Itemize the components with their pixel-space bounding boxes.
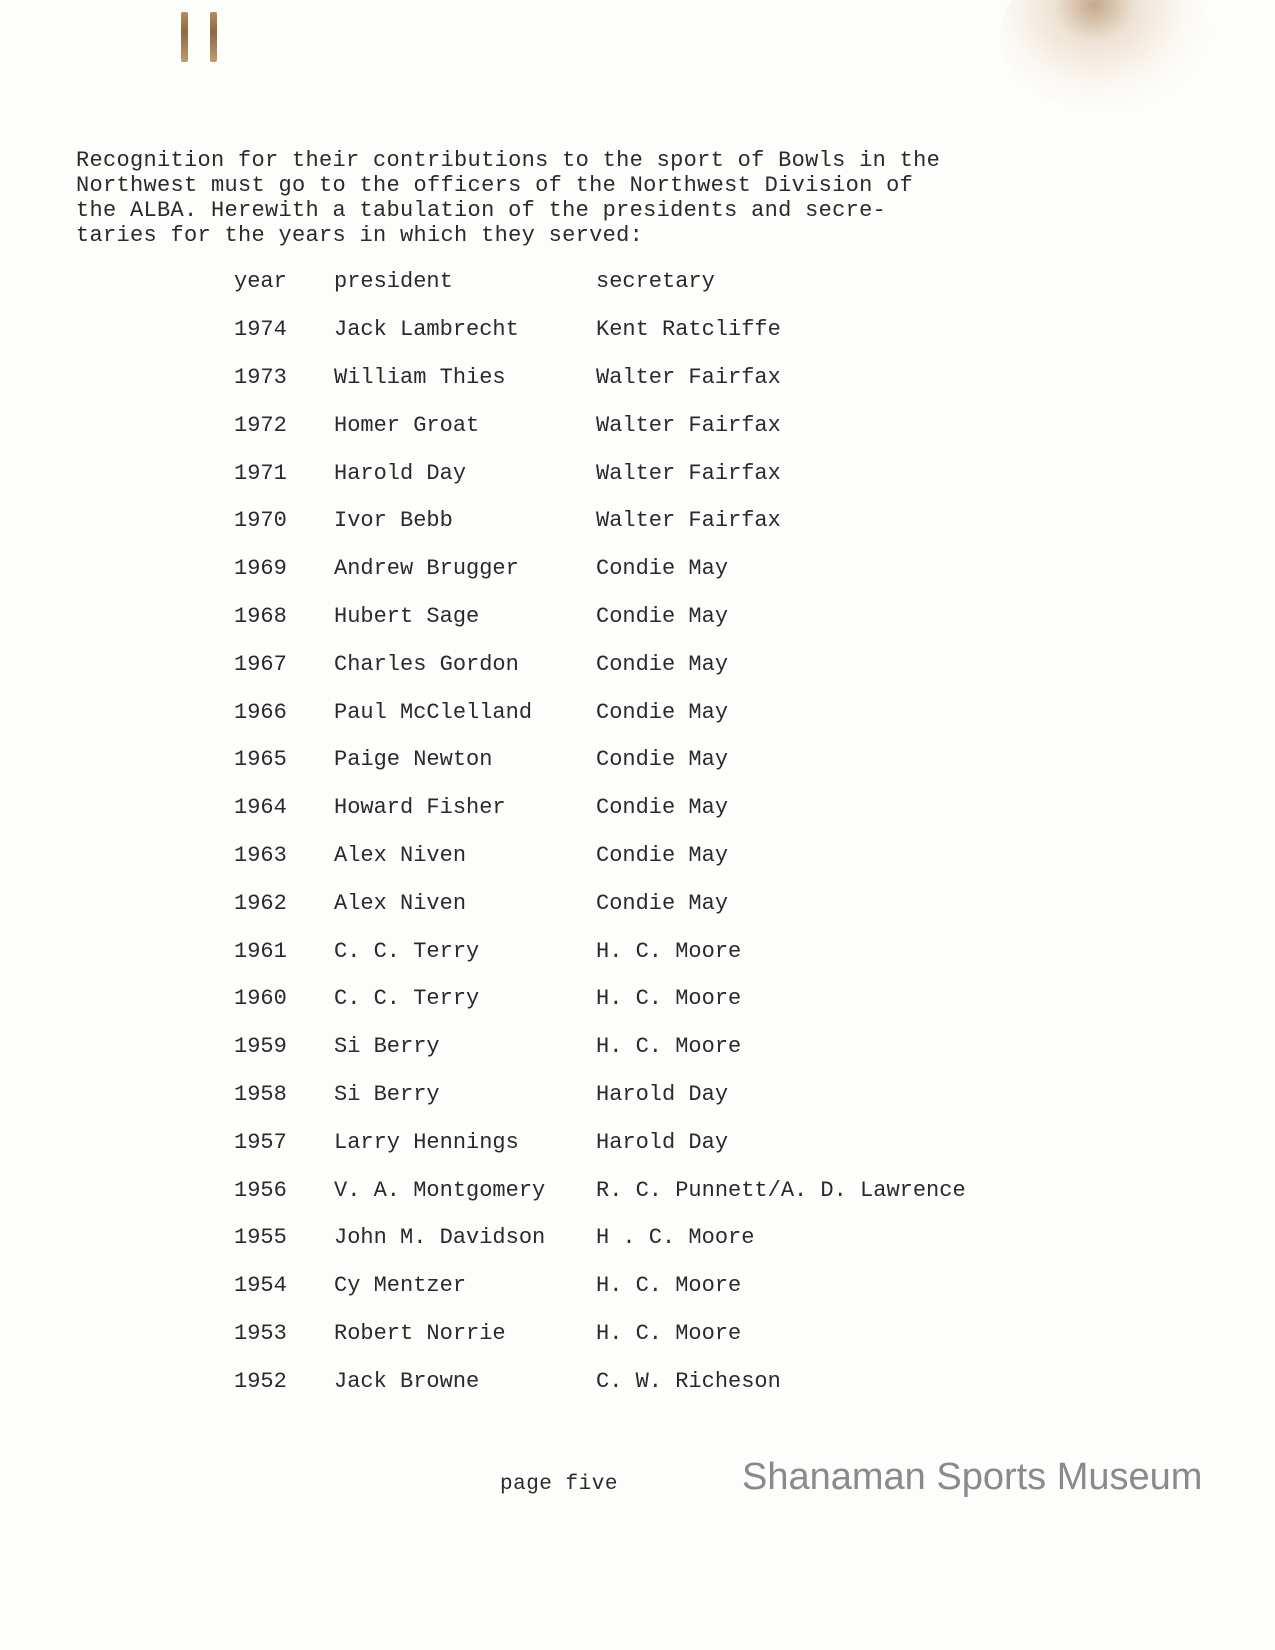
year-cell: 1957 bbox=[234, 1129, 287, 1155]
president-cell: Harold Day bbox=[334, 460, 467, 486]
table-row bbox=[234, 640, 1036, 688]
year-cell: 1966 bbox=[234, 699, 287, 725]
year-cell: 1967 bbox=[234, 651, 287, 677]
paper-stain bbox=[1000, 0, 1210, 110]
president-cell: Charles Gordon bbox=[334, 651, 519, 677]
table-row bbox=[234, 1118, 1036, 1166]
header-year: year bbox=[234, 269, 287, 295]
year-cell: 1956 bbox=[234, 1177, 287, 1203]
table-row bbox=[234, 688, 1036, 736]
president-cell: Paige Newton bbox=[334, 747, 493, 773]
museum-watermark: Shanaman Sports Museum bbox=[742, 1456, 1203, 1498]
year-cell: 1955 bbox=[234, 1225, 287, 1251]
table-row bbox=[234, 1166, 1036, 1214]
secretary-cell: Condie May bbox=[596, 556, 729, 582]
secretary-cell: H. C. Moore bbox=[596, 938, 742, 964]
header-secretary: secretary bbox=[596, 269, 715, 295]
table-row bbox=[234, 1023, 1036, 1071]
president-cell: Robert Norrie bbox=[334, 1320, 506, 1346]
secretary-cell: Condie May bbox=[596, 651, 729, 677]
secretary-cell: Condie May bbox=[596, 795, 729, 821]
year-cell: 1965 bbox=[234, 747, 287, 773]
table-row bbox=[234, 1071, 1036, 1119]
year-cell: 1962 bbox=[234, 890, 287, 916]
president-cell: William Thies bbox=[334, 364, 506, 390]
president-cell: Hubert Sage bbox=[334, 603, 480, 629]
secretary-cell: Condie May bbox=[596, 603, 729, 629]
staple-mark-right bbox=[210, 12, 217, 62]
secretary-cell: H. C. Moore bbox=[596, 1320, 742, 1346]
president-cell: Andrew Brugger bbox=[334, 556, 519, 582]
president-cell: C. C. Terry bbox=[334, 938, 480, 964]
president-cell: Ivor Bebb bbox=[334, 508, 453, 534]
year-cell: 1963 bbox=[234, 842, 287, 868]
secretary-cell: H . C. Moore bbox=[596, 1225, 755, 1251]
secretary-cell: Walter Fairfax bbox=[596, 364, 781, 390]
intro-paragraph: Recognition for their contributions to the sport of Bowls in the Northwest must go to the officers of the Northwest Division of the ALBA. Herewith a tabulation of the presidents and secre- taries for the years in which they served: bbox=[76, 148, 941, 248]
secretary-cell: Walter Fairfax bbox=[596, 412, 781, 438]
secretary-cell: Condie May bbox=[596, 747, 729, 773]
secretary-cell: Condie May bbox=[596, 842, 729, 868]
year-cell: 1952 bbox=[234, 1368, 287, 1394]
secretary-cell: Walter Fairfax bbox=[596, 460, 781, 486]
year-cell: 1974 bbox=[234, 317, 287, 343]
year-cell: 1964 bbox=[234, 795, 287, 821]
president-cell: Larry Hennings bbox=[334, 1129, 519, 1155]
table-row bbox=[234, 545, 1036, 593]
president-cell: John M. Davidson bbox=[334, 1225, 546, 1251]
secretary-cell: H. C. Moore bbox=[596, 1034, 742, 1060]
secretary-cell: Harold Day bbox=[596, 1129, 729, 1155]
president-cell: Howard Fisher bbox=[334, 795, 506, 821]
table-row bbox=[234, 975, 1036, 1023]
table-row bbox=[234, 879, 1036, 927]
table-row bbox=[234, 1214, 1036, 1262]
secretary-cell: Condie May bbox=[596, 890, 729, 916]
secretary-cell: Kent Ratcliffe bbox=[596, 317, 781, 343]
president-cell: Jack Browne bbox=[334, 1368, 480, 1394]
table-row bbox=[234, 784, 1036, 832]
secretary-cell: H. C. Moore bbox=[596, 1273, 742, 1299]
secretary-cell: C. W. Richeson bbox=[596, 1368, 781, 1394]
president-cell: Jack Lambrecht bbox=[334, 317, 519, 343]
year-cell: 1971 bbox=[234, 460, 287, 486]
year-cell: 1960 bbox=[234, 986, 287, 1012]
table-row bbox=[234, 593, 1036, 641]
president-cell: Cy Mentzer bbox=[334, 1273, 467, 1299]
table-row bbox=[234, 927, 1036, 975]
year-cell: 1973 bbox=[234, 364, 287, 390]
president-cell: Alex Niven bbox=[334, 842, 467, 868]
table-row bbox=[234, 1262, 1036, 1310]
table-row bbox=[234, 401, 1036, 449]
table-row bbox=[234, 497, 1036, 545]
page-number: page five bbox=[500, 1473, 618, 1496]
president-cell: Paul McClelland bbox=[334, 699, 533, 725]
table-row bbox=[234, 1310, 1036, 1358]
table-row bbox=[234, 449, 1036, 497]
secretary-cell: H. C. Moore bbox=[596, 986, 742, 1012]
year-cell: 1954 bbox=[234, 1273, 287, 1299]
secretary-cell: Condie May bbox=[596, 699, 729, 725]
secretary-cell: Walter Fairfax bbox=[596, 508, 781, 534]
table-header-row bbox=[234, 258, 1036, 306]
president-cell: Alex Niven bbox=[334, 890, 467, 916]
year-cell: 1970 bbox=[234, 508, 287, 534]
president-cell: Si Berry bbox=[334, 1081, 440, 1107]
year-cell: 1969 bbox=[234, 556, 287, 582]
year-cell: 1953 bbox=[234, 1320, 287, 1346]
staple-mark-left bbox=[181, 12, 188, 62]
year-cell: 1959 bbox=[234, 1034, 287, 1060]
president-cell: C. C. Terry bbox=[334, 986, 480, 1012]
year-cell: 1961 bbox=[234, 938, 287, 964]
table-row bbox=[234, 736, 1036, 784]
secretary-cell: Harold Day bbox=[596, 1081, 729, 1107]
table-row bbox=[234, 832, 1036, 880]
table-row bbox=[234, 306, 1036, 354]
president-cell: Homer Groat bbox=[334, 412, 480, 438]
header-president: president bbox=[334, 269, 453, 295]
president-cell: Si Berry bbox=[334, 1034, 440, 1060]
year-cell: 1972 bbox=[234, 412, 287, 438]
table-row bbox=[234, 354, 1036, 402]
year-cell: 1958 bbox=[234, 1081, 287, 1107]
president-cell: V. A. Montgomery bbox=[334, 1177, 546, 1203]
year-cell: 1968 bbox=[234, 603, 287, 629]
table-body bbox=[234, 306, 1036, 1405]
officers-table bbox=[234, 258, 1036, 1405]
table-row bbox=[234, 1357, 1036, 1405]
secretary-cell: R. C. Punnett/A. D. Lawrence bbox=[596, 1177, 966, 1203]
